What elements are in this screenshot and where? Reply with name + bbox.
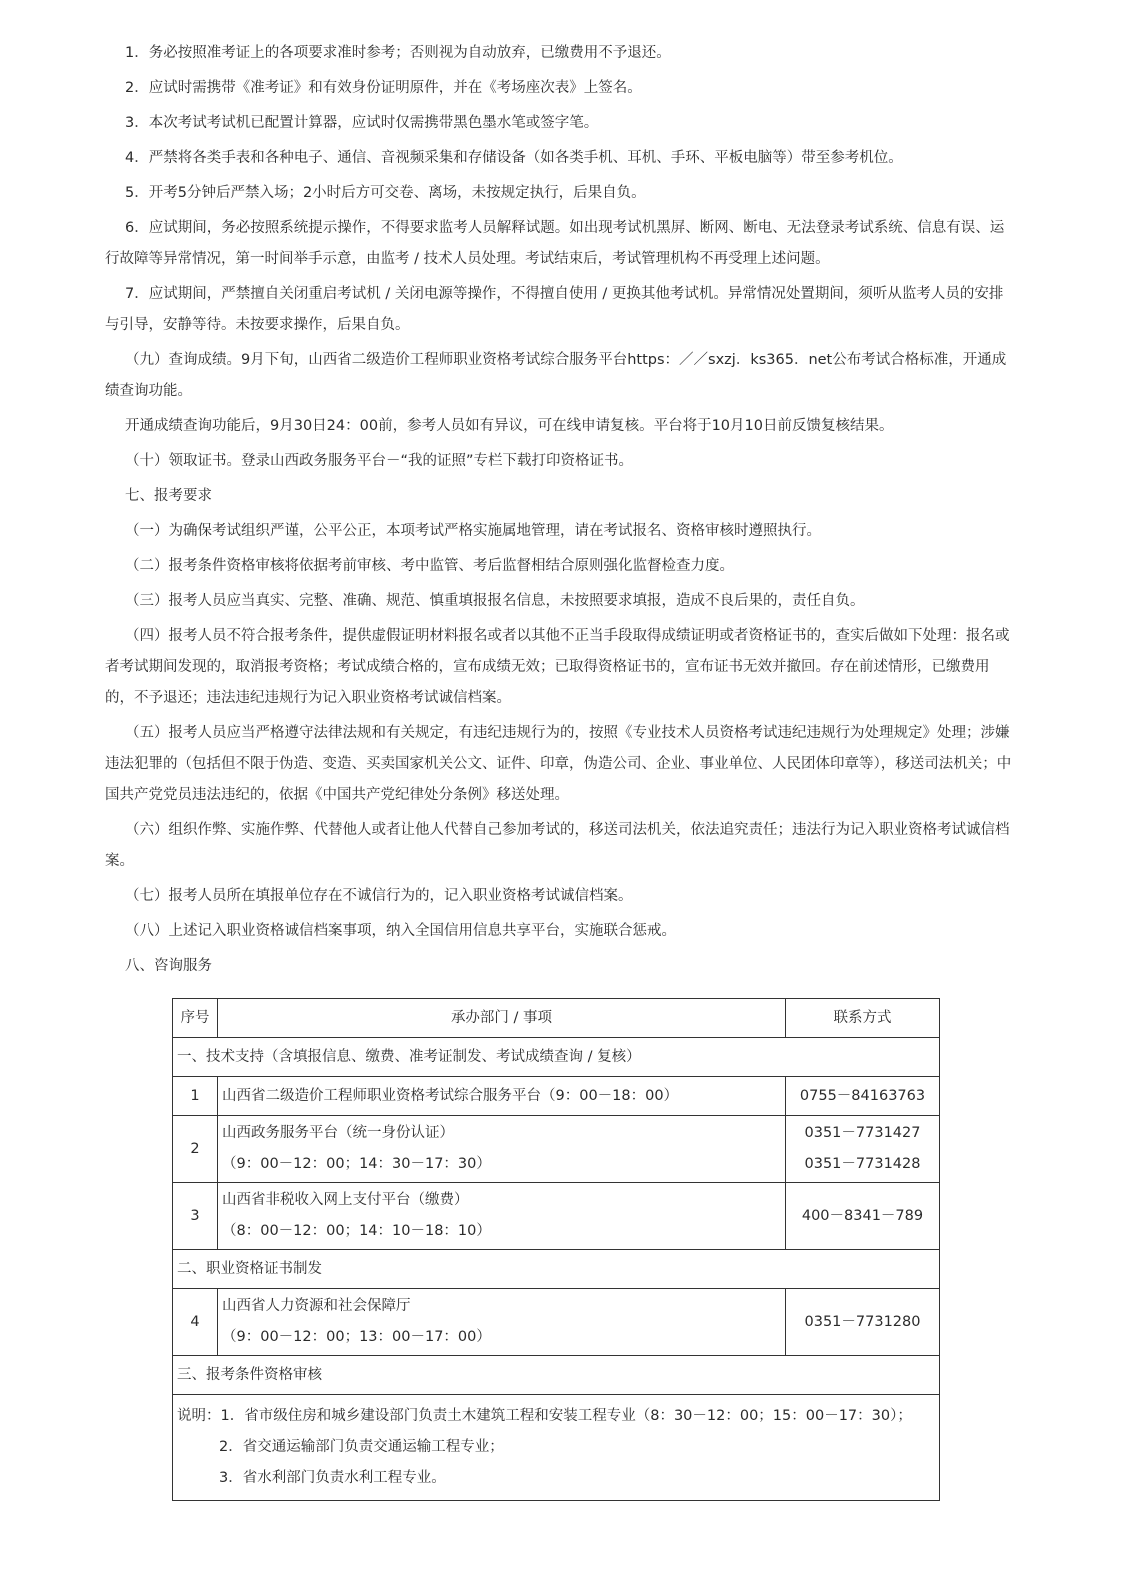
row-index: 1 [173,1077,218,1116]
note-line-1: 说明：1．省市级住房和城乡建设部门负责土木建筑工程和安装工程专业（8：30－12：00；15：00－17：30）； [177,1408,912,1424]
rule-7: 7．应试期间，严禁擅自关闭重启考试机 / 关闭电源等操作，不得擅自使用 / 更换其他考试机。异常情况处置期间，须听从监考人员的安排与引导，安静等待。未按要求操作，后果自负。 [105,286,1004,333]
section-certificate: 二、职业资格证书制发 [173,1250,940,1289]
row-phone: 0755－84163763 [786,1077,940,1116]
section-7-heading: 七、报考要求 [125,488,212,504]
section-7-item-7: （七）报考人员所在填报单位存在不诚信行为的，记入职业资格考试诚信档案。 [125,888,633,904]
rule-4: 4．严禁将各类手表和各种电子、通信、音视频采集和存储设备（如各类手机、耳机、手环、平板电脑等）带至参考机位。 [125,150,903,166]
table-row [173,1289,940,1356]
office-hours: （8：00－12：00；14：10－18：10） [222,1223,491,1239]
document-body [105,38,1015,982]
rule-2: 2．应试时需携带《准考证》和有效身份证明原件，并在《考场座次表》上签名。 [125,80,642,96]
review-notice: 开通成绩查询功能后，9月30日24：00前，参考人员如有异议，可在线申请复核。平台将于10月10日前反馈复核结果。 [125,418,894,434]
header-department: 承办部门 / 事项 [218,999,786,1038]
department-name: 山西省人力资源和社会保障厅 [222,1298,411,1314]
rule-6: 6．应试期间，务必按照系统提示操作，不得要求监考人员解释试题。如出现考试机黑屏、断网、断电、无法登录考试系统、信息有误、运行故障等异常情况，第一时间举手示意，由监考 / 技术人员处理。考试结束后，考试管理机构不再受理上述问题。 [105,220,1005,267]
section-qualification-review: 三、报考条件资格审核 [173,1356,940,1395]
table-note [173,1395,940,1501]
row-department [218,1116,786,1183]
section-7-item-3: （三）报考人员应当真实、完整、准确、规范、慎重填报报名信息，未按照要求填报，造成不良后果的，责任自负。 [125,593,865,609]
rule-1: 1．务必按照准考证上的各项要求准时参考；否则视为自动放弃，已缴费用不予退还。 [125,45,671,61]
section-8-heading: 八、咨询服务 [125,958,212,974]
section-7-item-8: （八）上述记入职业资格诚信档案事项，纳入全国信用信息共享平台，实施联合惩戒。 [125,923,676,939]
query-results: （九）查询成绩。9月下旬，山西省二级造价工程师职业资格考试综合服务平台https：／／sxzj．ks365．net公布考试合格标准，开通成绩查询功能。 [105,352,1007,399]
section-7-item-5: （五）报考人员应当严格遵守法律法规和有关规定，有违纪违规行为的，按照《专业技术人员资格考试违纪违规行为处理规定》处理；涉嫌违法犯罪的（包括但不限于伪造、变造、买卖国家机关公文、证件、印章，伪造公司、企业、事业单位、人民团体印章等），移送司法机关；中国共产党党员违法违纪的，依据《中国共产党纪律处分条例》移送处理。 [105,725,1012,803]
section-7-item-1: （一）为确保考试组织严谨，公平公正，本项考试严格实施属地管理，请在考试报名、资格审核时遵照执行。 [125,523,821,539]
office-hours: （9：00－12：00；14：30－17：30） [222,1156,491,1172]
note-line-3: 3．省水利部门负责水利工程专业。 [219,1470,446,1486]
office-hours: （9：00－12：00；13：00－17：00） [222,1329,491,1345]
row-index: 2 [173,1116,218,1183]
phone-1: 0351－7731427 [804,1125,921,1141]
section-7-item-6: （六）组织作弊、实施作弊、代替他人或者让他人代替自己参加考试的，移送司法机关，依法追究责任；违法行为记入职业资格考试诚信档案。 [105,822,1010,869]
row-phone: 400－8341－789 [786,1183,940,1250]
department-name: 山西省非税收入网上支付平台（缴费） [222,1192,469,1208]
table-note-row [173,1395,940,1501]
rule-3: 3．本次考试考试机已配置计算器，应试时仅需携带黑色墨水笔或签字笔。 [125,115,599,131]
rule-5: 5．开考5分钟后严禁入场；2小时后方可交卷、离场，未按规定执行，后果自负。 [125,185,646,201]
table-row [173,1183,940,1250]
header-index: 序号 [173,999,218,1038]
row-index: 4 [173,1289,218,1356]
note-line-2: 2．省交通运输部门负责交通运输工程专业； [219,1439,504,1455]
row-department [218,1183,786,1250]
table-header-row [173,999,940,1038]
table-row [173,1077,940,1116]
section-tech-support: 一、技术支持（含填报信息、缴费、准考证制发、考试成绩查询 / 复核） [173,1038,940,1077]
row-department: 山西省二级造价工程师职业资格考试综合服务平台（9：00－18：00） [218,1077,786,1116]
row-index: 3 [173,1183,218,1250]
row-phone: 0351－7731280 [786,1289,940,1356]
phone-2: 0351－7731428 [804,1156,921,1172]
table-section-row [173,1250,940,1289]
collect-certificate: （十）领取证书。登录山西政务服务平台－“我的证照”专栏下载打印资格证书。 [125,453,634,469]
section-7-item-2: （二）报考条件资格审核将依据考前审核、考中监管、考后监督相结合原则强化监督检查力度。 [125,558,734,574]
header-contact: 联系方式 [786,999,940,1038]
row-phone [786,1116,940,1183]
table-row [173,1116,940,1183]
section-7-item-4: （四）报考人员不符合报考条件，提供虚假证明材料报名或者以其他不正当手段取得成绩证明或者资格证书的，查实后做如下处理：报名或者考试期间发现的，取消报考资格；考试成绩合格的，宣布成绩无效；已取得资格证书的，宣布证书无效并撤回。存在前述情形，已缴费用的，不予退还；违法违纪违规行为记入职业资格考试诚信档案。 [105,628,1010,706]
row-department [218,1289,786,1356]
table-section-row [173,1038,940,1077]
contact-table [172,998,940,1501]
department-name: 山西政务服务平台（统一身份认证） [222,1125,454,1141]
table-section-row [173,1356,940,1395]
